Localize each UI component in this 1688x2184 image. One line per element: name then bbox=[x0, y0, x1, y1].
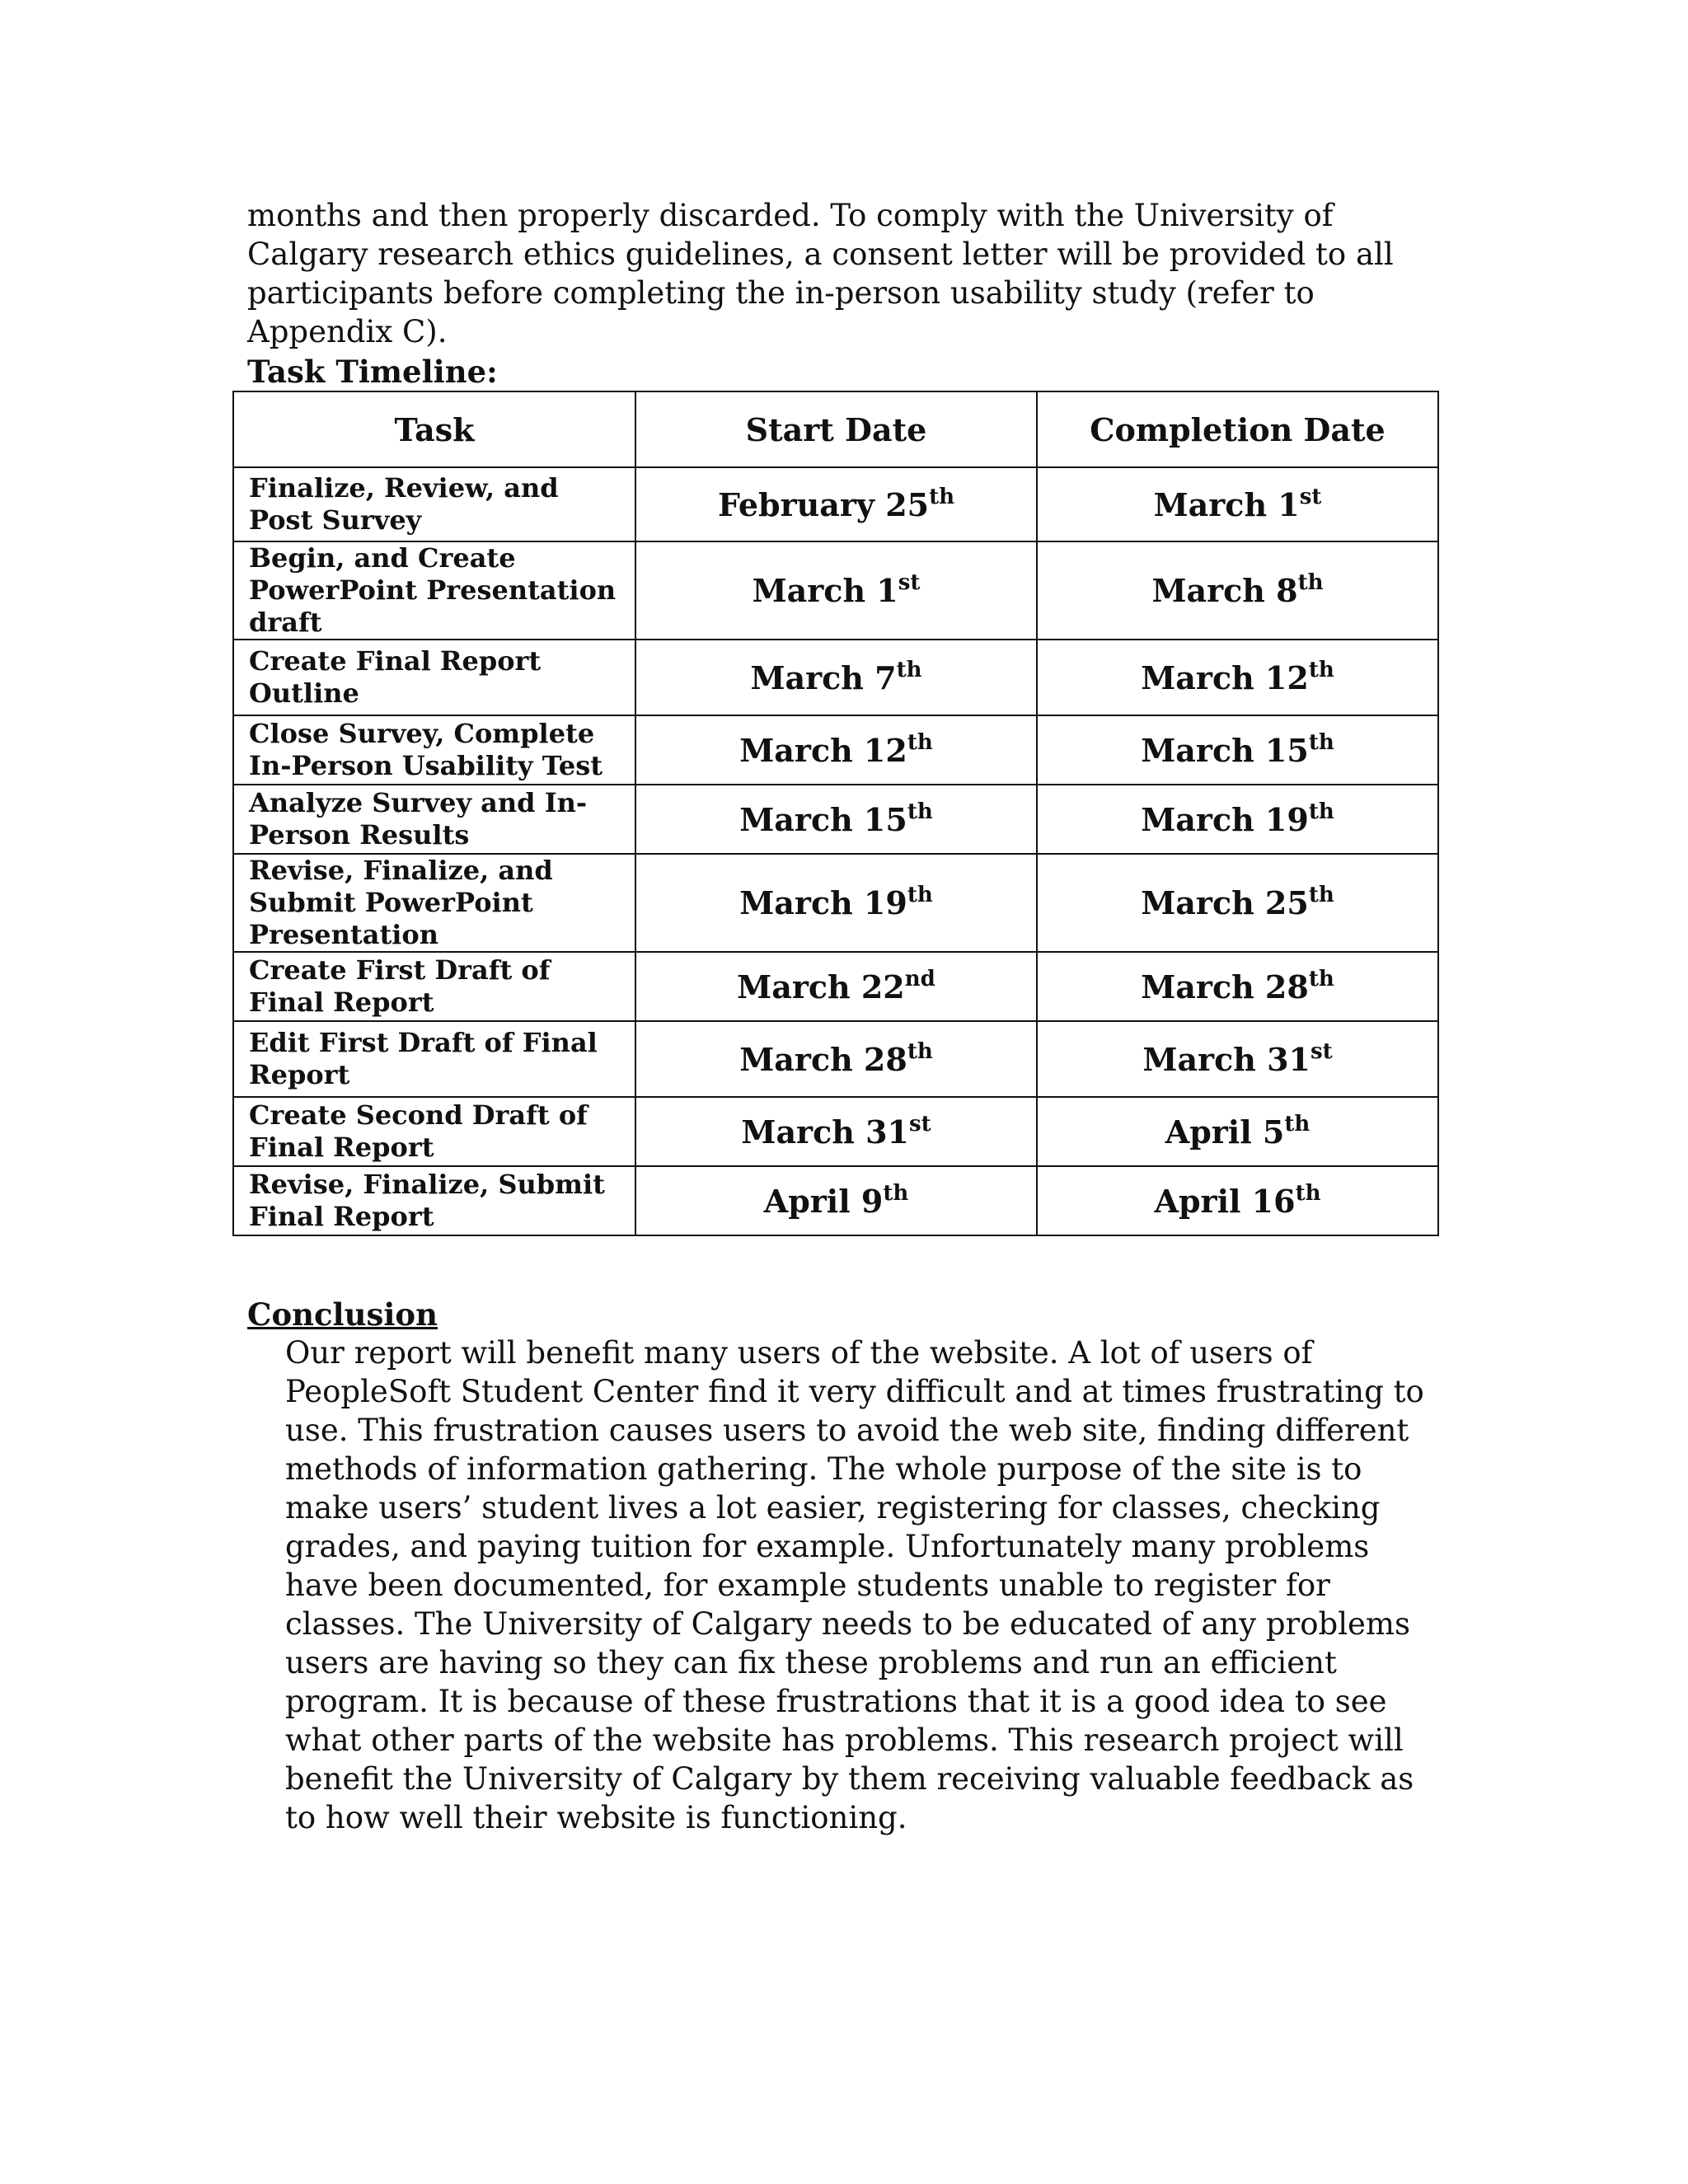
task-cell: Begin, and Create PowerPoint Presentation draft bbox=[233, 541, 635, 640]
table-row bbox=[233, 952, 1438, 1021]
completion-date-suffix: th bbox=[1297, 570, 1324, 595]
start-date-suffix: th bbox=[907, 729, 933, 755]
table-row bbox=[233, 1166, 1438, 1235]
task-timeline-heading: Task Timeline: bbox=[247, 354, 498, 390]
task-cell: Analyze Survey and In-Person Results bbox=[233, 785, 635, 854]
start-date-cell bbox=[635, 1021, 1037, 1097]
start-date: March 12 bbox=[739, 731, 907, 769]
start-date-cell bbox=[635, 467, 1037, 541]
start-date: March 7 bbox=[750, 658, 897, 696]
table-row bbox=[233, 1021, 1438, 1097]
table-row bbox=[233, 467, 1438, 541]
completion-date-cell bbox=[1037, 854, 1438, 952]
completion-date: March 1 bbox=[1153, 485, 1300, 523]
start-date-cell bbox=[635, 541, 1037, 640]
table-row bbox=[233, 541, 1438, 640]
completion-date-suffix: th bbox=[1284, 1111, 1311, 1137]
start-date-suffix: th bbox=[883, 1180, 909, 1206]
intro-paragraph: months and then properly discarded. To comply with the University of Calgary research ethics guidelines, a consent letter will be provided to all participants before completing the in-person usability study (refer to Appendix C). bbox=[247, 198, 1394, 349]
table-row bbox=[233, 1097, 1438, 1166]
task-timeline-table bbox=[232, 391, 1439, 1236]
completion-date-cell bbox=[1037, 785, 1438, 854]
task-cell: Close Survey, Complete In-Person Usability Test bbox=[233, 715, 635, 785]
task-cell: Edit First Draft of Final Report bbox=[233, 1021, 635, 1097]
completion-date: April 5 bbox=[1165, 1113, 1285, 1151]
table-row bbox=[233, 640, 1438, 715]
start-date-suffix: st bbox=[898, 570, 921, 595]
completion-date: March 12 bbox=[1141, 658, 1309, 696]
start-date-cell bbox=[635, 952, 1037, 1021]
completion-date: March 8 bbox=[1151, 572, 1298, 609]
table-header-row bbox=[233, 391, 1438, 467]
task-cell: Create Second Draft of Final Report bbox=[233, 1097, 635, 1166]
start-date-suffix: th bbox=[907, 883, 933, 907]
completion-date-cell bbox=[1037, 1097, 1438, 1166]
start-date-cell bbox=[635, 854, 1037, 952]
start-date-suffix: th bbox=[929, 484, 955, 509]
completion-date-cell bbox=[1037, 467, 1438, 541]
completion-date-cell bbox=[1037, 640, 1438, 715]
start-date-cell bbox=[635, 1166, 1037, 1235]
start-date-suffix: nd bbox=[904, 966, 935, 991]
start-date: March 28 bbox=[739, 1040, 907, 1078]
table-row bbox=[233, 715, 1438, 785]
completion-date-suffix: st bbox=[1310, 1038, 1333, 1064]
start-date-cell bbox=[635, 785, 1037, 854]
completion-date-suffix: th bbox=[1308, 657, 1334, 682]
start-date-cell bbox=[635, 715, 1037, 785]
completion-date-cell bbox=[1037, 715, 1438, 785]
start-date-suffix: th bbox=[896, 657, 922, 682]
task-cell: Revise, Finalize, Submit Final Report bbox=[233, 1166, 635, 1235]
completion-date-suffix: th bbox=[1308, 966, 1334, 991]
start-date: March 31 bbox=[741, 1113, 909, 1151]
completion-date-cell bbox=[1037, 952, 1438, 1021]
completion-date-suffix: th bbox=[1308, 799, 1334, 824]
completion-date-cell bbox=[1037, 541, 1438, 640]
completion-date: March 19 bbox=[1141, 800, 1309, 838]
start-date: March 15 bbox=[739, 800, 907, 838]
start-date-suffix: st bbox=[908, 1111, 931, 1137]
completion-date-suffix: st bbox=[1299, 484, 1322, 509]
completion-date-suffix: th bbox=[1295, 1180, 1321, 1206]
start-date: February 25 bbox=[717, 485, 930, 523]
start-date-suffix: th bbox=[907, 799, 933, 824]
completion-date: April 16 bbox=[1154, 1182, 1296, 1220]
column-header-completion-date: Completion Date bbox=[1037, 391, 1438, 467]
completion-date: March 28 bbox=[1141, 968, 1309, 1005]
start-date-suffix: th bbox=[907, 1038, 933, 1064]
task-cell: Finalize, Review, and Post Survey bbox=[233, 467, 635, 541]
task-cell: Revise, Finalize, and Submit PowerPoint Presentation bbox=[233, 854, 635, 952]
completion-date-suffix: th bbox=[1308, 883, 1334, 907]
conclusion-paragraph: Our report will benefit many users of the website. A lot of users of PeopleSoft Student Center find it very difficult and at times frustrating to use. This frustration causes users to avoid the web site, finding different methods of information gathering. The whole purpose of the site is to make users’ student lives a lot easier, registering for classes, checking grades, and paying tuition for example. Unfortunately many problems have been documented, for example students unable to register for classes. The University of Calgary needs to be educated of any problems users are having so they can fix these problems and run an efficient program. It is because of these frustrations that it is a good idea to see what other parts of the website has problems. This research project will benefit the University of Calgary by them receiving valuable feedback as to how well their website is functioning. bbox=[285, 1335, 1424, 1835]
completion-date: March 25 bbox=[1141, 884, 1309, 921]
column-header-start-date: Start Date bbox=[635, 391, 1037, 467]
completion-date: March 31 bbox=[1142, 1040, 1311, 1078]
start-date: March 19 bbox=[739, 884, 907, 921]
conclusion-heading: Conclusion bbox=[247, 1296, 438, 1333]
start-date-cell bbox=[635, 1097, 1037, 1166]
table-row bbox=[233, 854, 1438, 952]
task-cell: Create Final Report Outline bbox=[233, 640, 635, 715]
start-date: March 1 bbox=[752, 572, 898, 609]
completion-date-suffix: th bbox=[1308, 729, 1334, 755]
completion-date: March 15 bbox=[1141, 731, 1309, 769]
task-cell: Create First Draft of Final Report bbox=[233, 952, 635, 1021]
completion-date-cell bbox=[1037, 1166, 1438, 1235]
column-header-task: Task bbox=[233, 391, 635, 467]
start-date-cell bbox=[635, 640, 1037, 715]
table-row bbox=[233, 785, 1438, 854]
start-date: March 22 bbox=[737, 968, 905, 1005]
completion-date-cell bbox=[1037, 1021, 1438, 1097]
start-date: April 9 bbox=[763, 1182, 884, 1220]
